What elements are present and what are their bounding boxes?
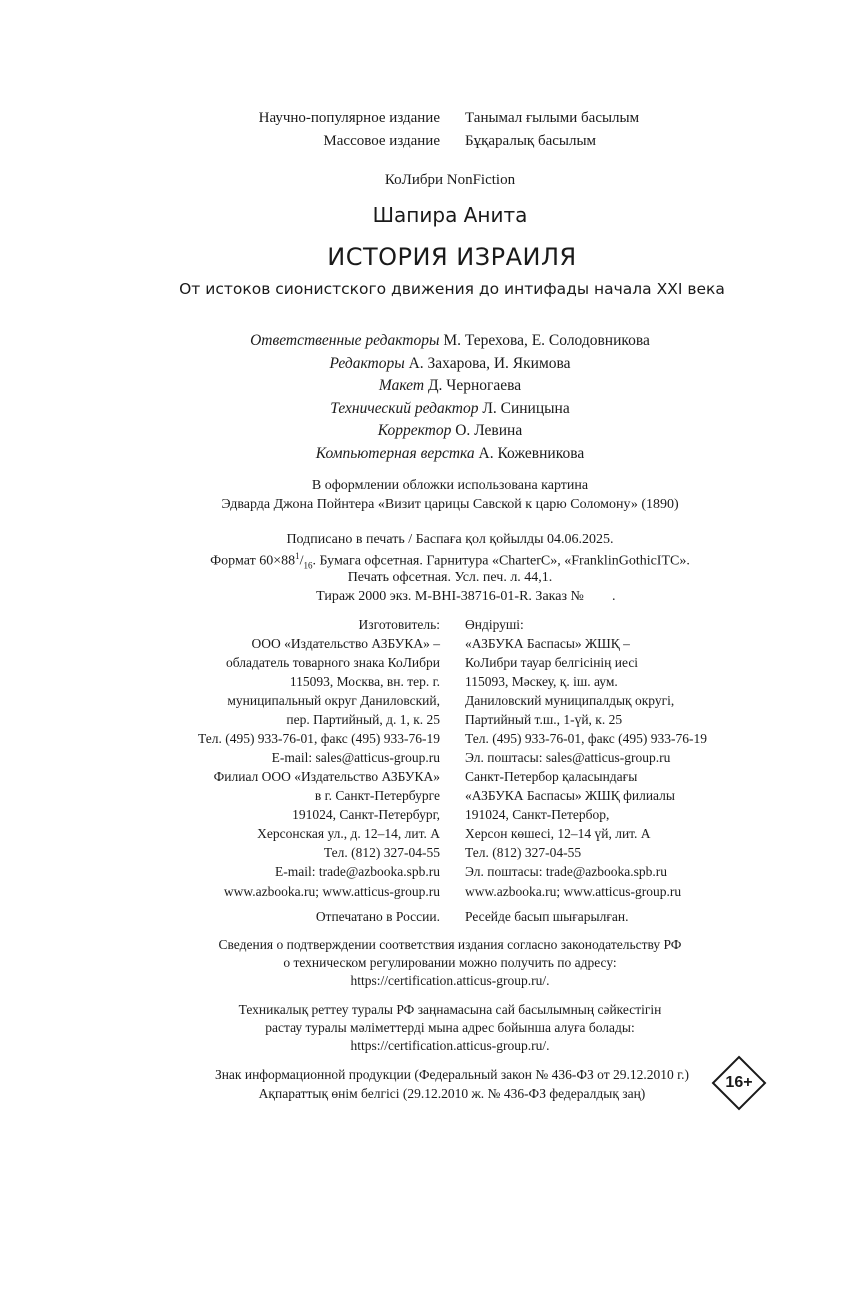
cover-note-line-2: Эдварда Джона Пойнтера «Визит царицы Савской к царю Соломону» (1890)	[221, 497, 679, 512]
author-name: Шапира Анита	[372, 203, 528, 227]
format-rest: . Бумага офсетная. Гарнитура «CharterC», «FranklinGothicITC».	[312, 553, 690, 569]
manufacturer-ru	[100, 615, 440, 767]
credit-names: Л. Синицына	[482, 400, 570, 417]
edition-type-ru-1: Научно-популярное издание	[258, 110, 440, 126]
cert-kz-url: https://certification.atticus-group.ru/.	[350, 1038, 550, 1053]
book-title: ИСТОРИЯ ИЗРАИЛЯ	[327, 243, 577, 271]
credit-names: А. Захарова, И. Якимова	[408, 355, 571, 372]
branch-ru-line: 191024, Санкт-Петербург,	[292, 807, 440, 822]
branch-kz-line: 191024, Санкт-Петербор,	[465, 807, 610, 822]
book-subtitle: От истоков сионистского движения до интифады начала XXI века	[179, 280, 725, 298]
print-run: Тираж 2000 экз. M-BHI-38716-01-R. Заказ №	[316, 589, 584, 604]
manufacturer-ru-line: пер. Партийный, д. 1, к. 25	[286, 712, 440, 727]
manufacturer-ru-line: 115093, Москва, вн. тер. г.	[289, 674, 440, 689]
credit-line	[22, 332, 856, 350]
manufacturer-kz-line: Партийный т.ш., 1-үй, к. 25	[465, 712, 623, 727]
info-sign-ru: Знак информационной продукции (Федеральный закон № 436-ФЗ от 29.12.2010 г.)	[214, 1067, 690, 1082]
manufacturer-ru-line: муниципальный округ Даниловский,	[227, 693, 440, 708]
credit-line	[22, 355, 856, 373]
manufacturer-ru-line: обладатель товарного знака КоЛибри	[226, 655, 440, 670]
credit-line	[22, 377, 856, 395]
format-denominator: 16	[303, 560, 313, 571]
manufacturer-ru-line: Изготовитель:	[358, 617, 440, 632]
manufacturer-kz-line: Өндіруші:	[465, 617, 524, 632]
websites-kz: www.azbooka.ru; www.atticus-group.ru	[465, 884, 682, 899]
print-format: Формат $60\times 88^1/_{16}$. Бумага офсетная. Гарнитура «CharterC», «FranklinGothicITC».	[210, 551, 690, 571]
info-sign-kz: Ақпараттық өнім белгісі (29.12.2010 ж. № 436-ФЗ федералдық заң)	[258, 1086, 646, 1101]
series-name: КоЛибри NonFiction	[384, 172, 516, 188]
printed-ru: Отпечатано в России.	[315, 909, 440, 924]
branch-ru-line: E-mail: trade@azbooka.spb.ru	[275, 864, 440, 879]
credit-role: Редакторы	[329, 355, 405, 372]
websites-ru: www.azbooka.ru; www.atticus-group.ru	[223, 884, 440, 899]
cert-kz-line-2: растау туралы мәліметтерді мына адрес бойынша алуға болады:	[265, 1020, 635, 1035]
manufacturer-kz-line: Эл. поштасы: sales@atticus-group.ru	[465, 750, 671, 765]
credit-line	[22, 445, 856, 463]
branch-kz-line: Тел. (812) 327-04-55	[465, 845, 582, 860]
edition-type-kz-2: Бұқаралық басылым	[465, 133, 597, 149]
credit-line	[22, 400, 856, 418]
cert-ru-line-2: о техническом регулировании можно получить по адресу:	[283, 955, 617, 970]
manufacturer-ru-line: Тел. (495) 933-76-01, факс (495) 933-76-19	[197, 731, 440, 746]
credit-role: Ответственные редакторы	[250, 332, 440, 349]
manufacturer-ru-line: E-mail: sales@atticus-group.ru	[271, 750, 440, 765]
cert-ru-url: https://certification.atticus-group.ru/.	[350, 973, 550, 988]
branch-ru-line: в г. Санкт-Петербурге	[314, 788, 440, 803]
credit-names: М. Терехова, Е. Солодовникова	[443, 332, 650, 349]
branch-kz-line: Санкт-Петербор қаласындағы	[465, 769, 638, 784]
branch-kz	[465, 767, 765, 881]
branch-ru-line: Херсонская ул., д. 12–14, лит. А	[257, 826, 440, 841]
manufacturer-kz-line: Тел. (495) 933-76-01, факс (495) 933-76-19	[465, 731, 708, 746]
credit-line	[22, 422, 856, 440]
branch-kz-line: «АЗБУКА Баспасы» ЖШҚ филиалы	[465, 788, 675, 803]
age-rating: 16+	[725, 1074, 753, 1091]
branch-ru-line: Тел. (812) 327-04-55	[323, 845, 440, 860]
format-numerator: 1	[295, 551, 300, 561]
manufacturer-kz-line: 115093, Мәскеу, қ. іш. аум.	[465, 674, 618, 689]
credit-role: Макет	[378, 377, 425, 394]
branch-ru-line: Филиал ООО «Издательство АЗБУКА»	[213, 769, 440, 784]
branch-kz-line: Херсон көшесі, 12–14 үй, лит. А	[465, 826, 651, 841]
manufacturer-kz-line: Даниловский муниципалдық округі,	[465, 693, 675, 708]
branch-kz-line: Эл. поштасы: trade@azbooka.spb.ru	[465, 864, 667, 879]
print-signed: Подписано в печать / Баспаға қол қойылды 04.06.2025.	[286, 532, 614, 547]
credit-names: А. Кожевникова	[478, 445, 585, 462]
order-number-dot: .	[612, 589, 616, 604]
credit-names: Д. Черногаева	[427, 377, 522, 394]
printed-kz: Ресейде басып шығарылған.	[465, 909, 629, 924]
manufacturer-ru-line: ООО «Издательство АЗБУКА» –	[251, 636, 440, 651]
manufacturer-kz-line: «АЗБУКА Баспасы» ЖШҚ –	[465, 636, 630, 651]
credit-role: Технический редактор	[330, 400, 479, 417]
credit-role: Компьютерная верстка	[315, 445, 475, 462]
print-offset: Печать офсетная. Усл. печ. л. 44,1.	[347, 570, 553, 585]
edition-type-ru-2: Массовое издание	[323, 133, 440, 149]
edition-type-kz-1: Танымал ғылыми басылым	[465, 110, 640, 126]
cert-ru-line-1: Сведения о подтверждении соответствия издания согласно законодательству РФ	[218, 937, 682, 952]
branch-ru	[100, 767, 440, 881]
format-prefix: Формат 60×88	[210, 553, 296, 569]
credit-role: Корректор	[377, 422, 452, 439]
cert-kz-line-1: Техникалық реттеу туралы РФ заңнамасына сай басылымның сәйкестігін	[238, 1002, 662, 1017]
credit-names: О. Левина	[455, 422, 523, 439]
manufacturer-kz-line: КоЛибри тауар белгісінің иесі	[465, 655, 639, 670]
cover-note-line-1: В оформлении обложки использована картина	[311, 478, 589, 493]
manufacturer-kz	[465, 615, 765, 767]
